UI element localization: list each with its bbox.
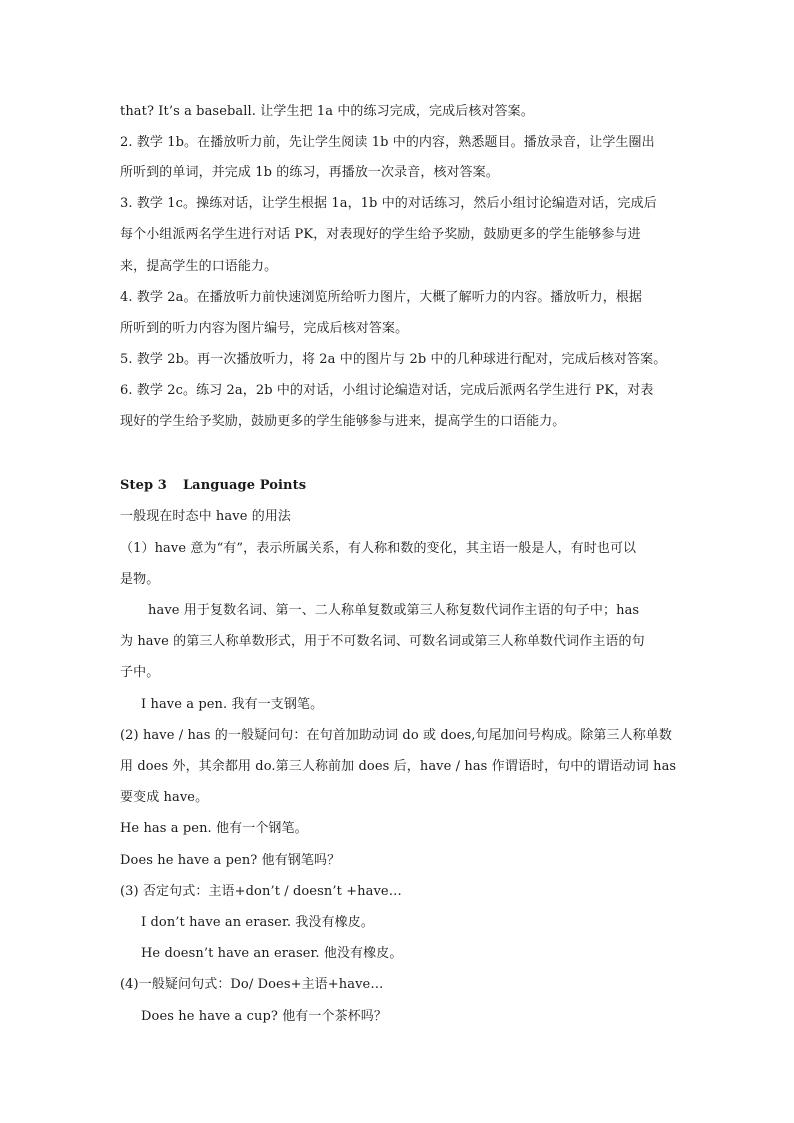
step3-heading [120,477,306,495]
point2-line-1: (2) have / has 的一般疑问句：在句首加助动词 do 或 does,句尾加问号构成。除第三人称单数 [120,728,672,743]
point1-detail-line-3: 子中。 [120,665,160,680]
point3: (3) 否定句式：主语+don’t / doesn’t +have… [120,884,402,899]
step-item-5-line-1: 5. 教学 2b。再一次播放听力，将 2a 中的图片与 2b 中的几种球进行配对，完成后核对答案。 [120,352,667,367]
example3a: I don’t have an eraser. 我没有橡皮。 [141,915,374,930]
step-item-2-line-1: 2. 教学 1b。在播放听力前，先让学生阅读 1b 中的内容，熟悉题目。播放录音，让学生圈出 [120,135,655,150]
step3-title: Language Points [182,478,307,493]
point4: (4)一般疑问句式：Do/ Does+主语+have… [120,977,384,992]
step-item-3-line-2: 每个小组派两名学生进行对话 PK，对表现好的学生给予奖励，鼓励更多的学生能够参与进 [120,227,641,242]
step-item-3-line-3: 来，提高学生的口语能力。 [120,259,278,274]
example4: Does he have a cup? 他有一个茶杯吗？ [141,1009,387,1024]
step-item-3-line-1: 3. 教学 1c。操练对话，让学生根据 1a，1b 中的对话练习，然后小组讨论编造对话，完成后 [120,196,657,211]
step-item-4-line-2: 所听到的听力内容为图片编号，完成后核对答案。 [120,321,409,336]
intro-continuation: that? It’s a baseball. 让学生把 1a 中的练习完成，完成后核对答案。 [120,104,534,119]
grammar-title: 一般现在时态中 have 的用法 [120,509,292,524]
example2a: He has a pen. 他有一个钢笔。 [120,821,308,836]
point1-line-2: 是物。 [120,572,160,587]
step-item-4-line-1: 4. 教学 2a。在播放听力前快速浏览所给听力图片，大概了解听力的内容。播放听力，根据 [120,290,642,305]
point1-detail-line-2: 为 have 的第三人称单数形式，用于不可数名词、可数名词或第三人称单数代词作主语的句 [120,634,645,649]
point2-line-2: 用 does 外，其余都用 do.第三人称前加 does 后，have / has 作谓语时，句中的谓语动词 has [120,759,677,774]
step-item-6-line-2: 现好的学生给予奖励，鼓励更多的学生能够参与进来，提高学生的口语能力。 [120,414,566,429]
example3b: He doesn’t have an eraser. 他没有橡皮。 [141,946,403,961]
example2b: Does he have a pen? 他有钢笔吗？ [120,853,341,868]
point2-line-3: 要变成 have。 [120,790,209,805]
point1-detail-line-1: have 用于复数名词、第一、二人称单复数或第三人称复数代词作主语的句子中；has [148,603,640,618]
step-item-6-line-1: 6. 教学 2c。练习 2a，2b 中的对话，小组讨论编造对话，完成后派两名学生进行 PK，对表 [120,383,654,398]
step-item-2-line-2: 所听到的单词，并完成 1b 的练习，再播放一次录音，核对答案。 [120,165,499,180]
example1: I have a pen. 我有一支钢笔。 [141,697,324,712]
point1-line-1: （1）have 意为“有”，表示所属关系，有人称和数的变化，其主语一般是人，有时也可以 [120,541,637,556]
step3-label: Step 3 [120,478,167,493]
